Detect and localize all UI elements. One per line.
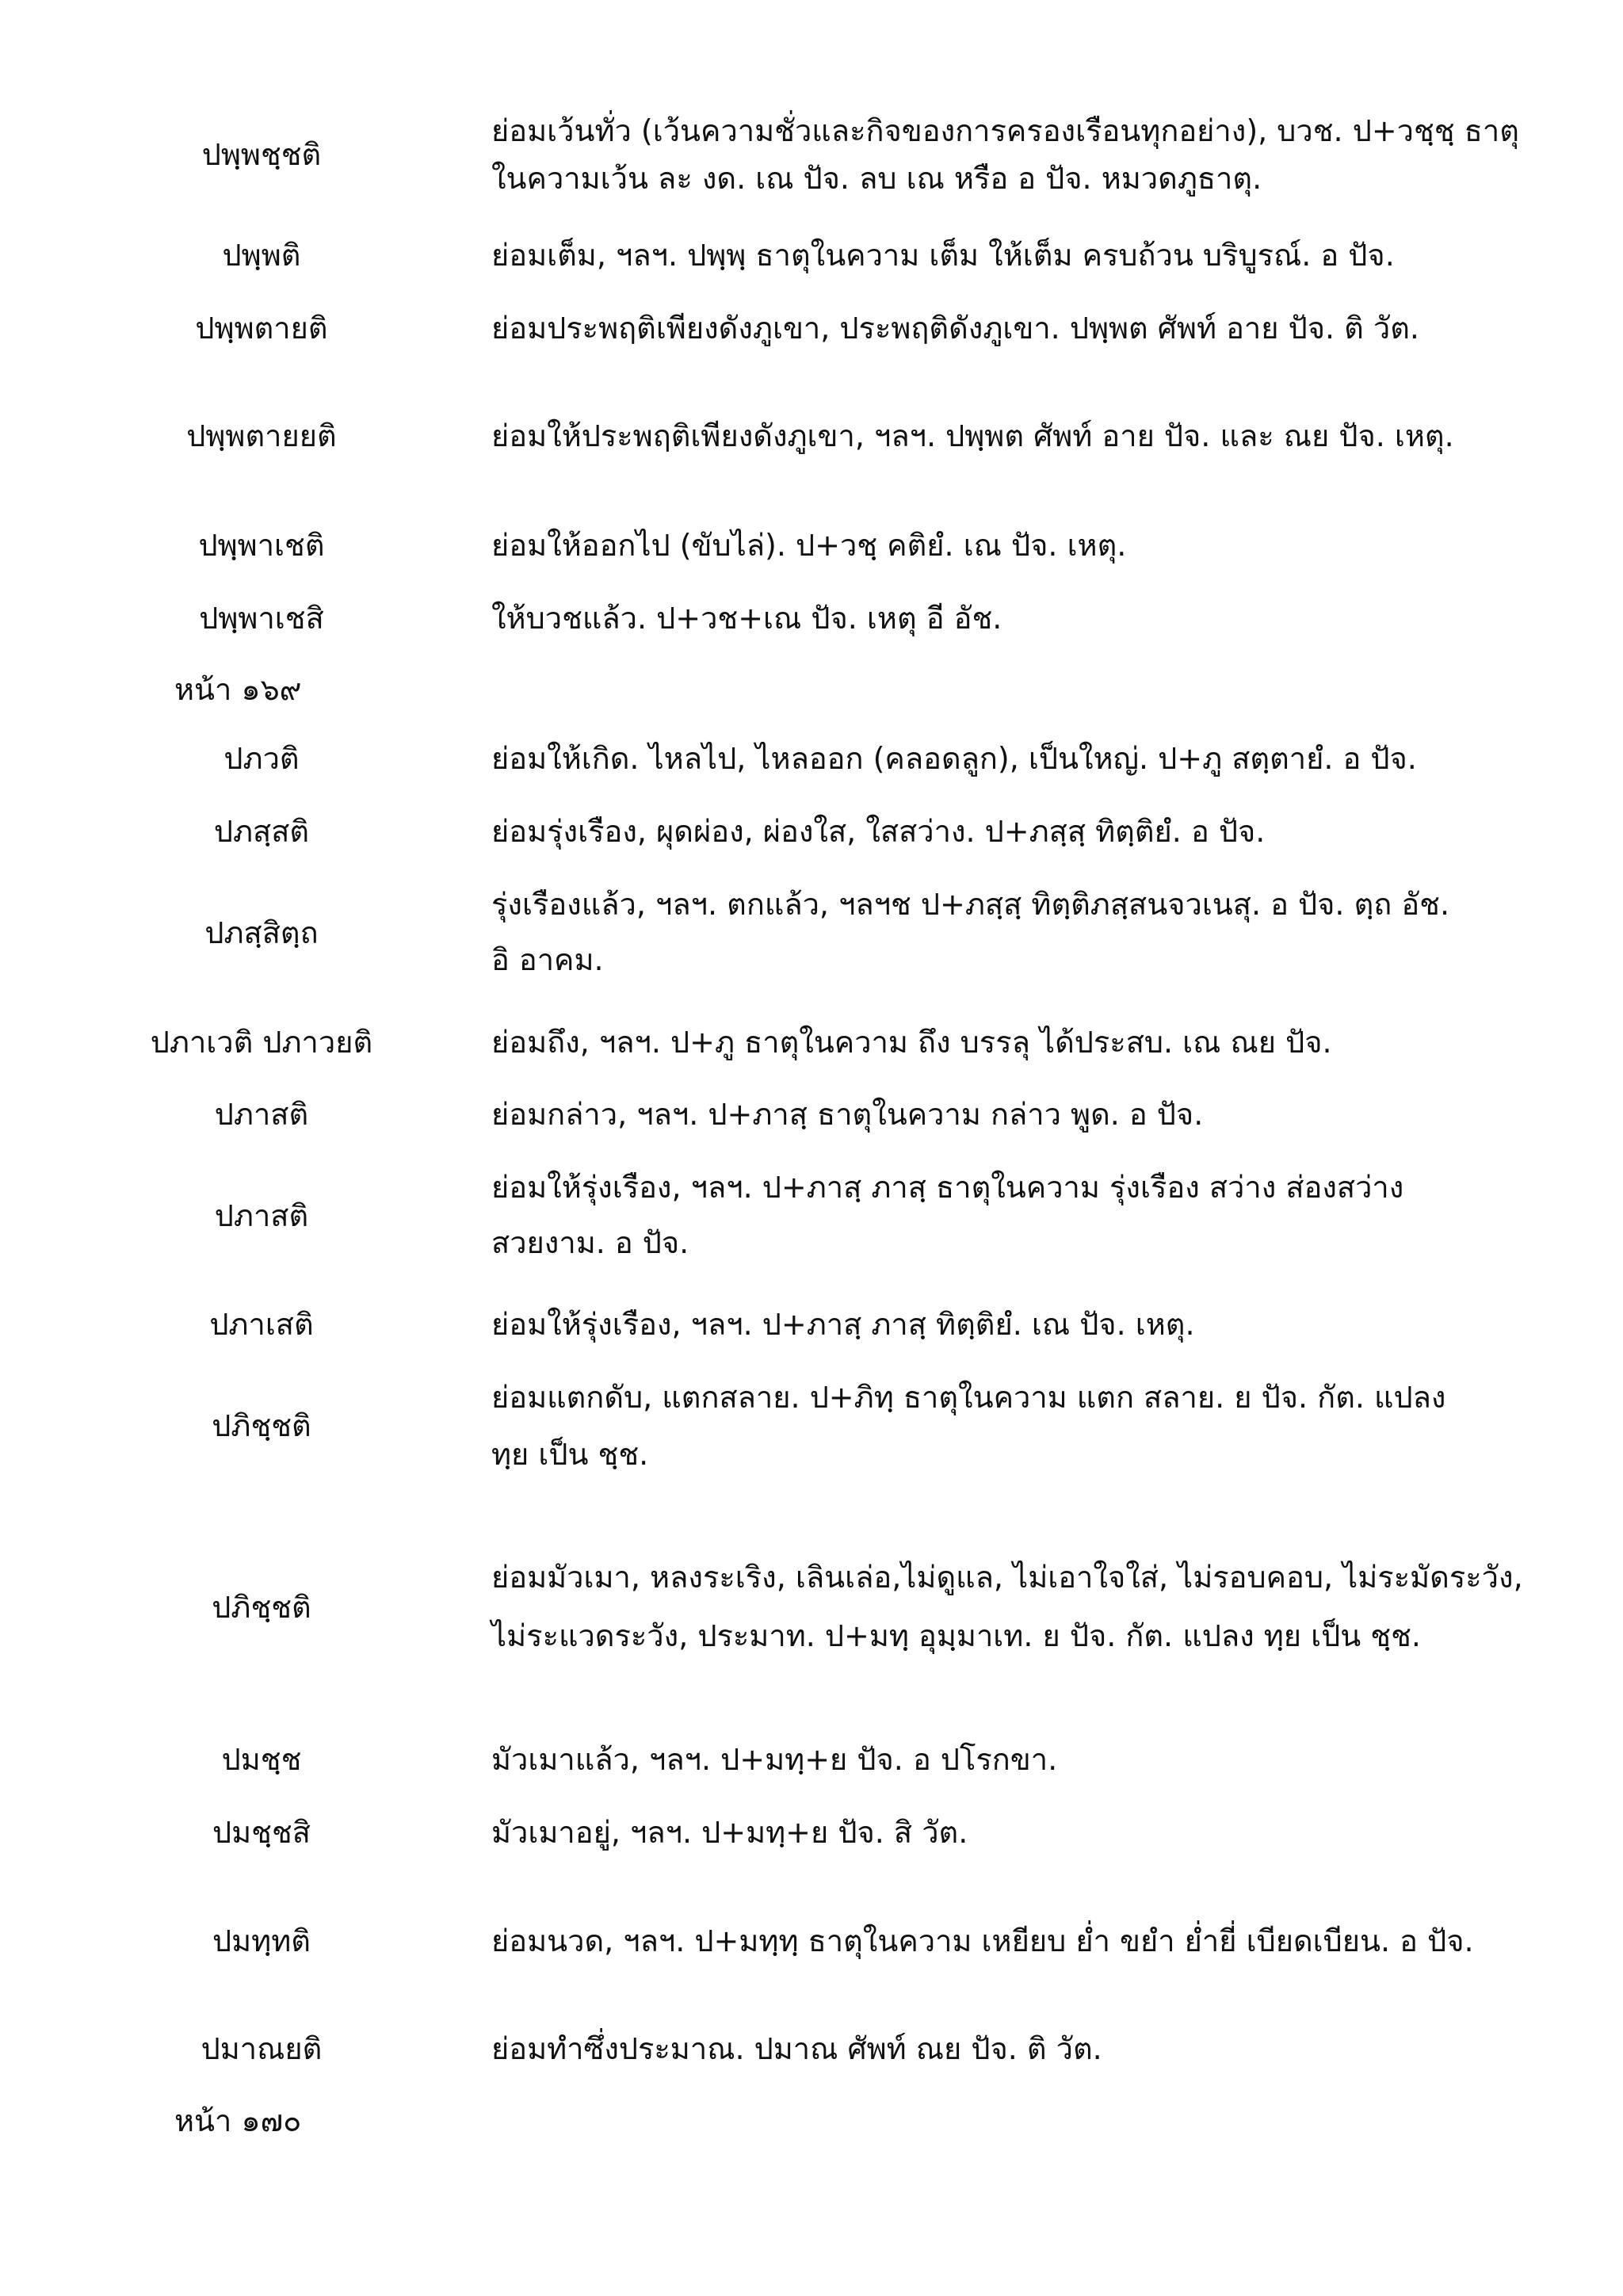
entry-term: ปพฺพติ <box>222 238 301 273</box>
entry-term: ปมาณยติ <box>200 2031 323 2066</box>
entry-term: ปพฺพาเชติ <box>198 528 325 563</box>
definition-line: อิ อาคม. <box>491 942 604 977</box>
page-number-marker: หน้า ๑๗๐ <box>174 2103 302 2138</box>
entry-definition <box>491 808 1577 855</box>
definition-line: ย่อมให้ออกไป (ขับไล่). ป+วชฺ คติยํ. เณ ปัจ. เหตุ. <box>491 528 1127 563</box>
entry-definition <box>491 1736 1577 1783</box>
entry-term: ปพฺพชฺชติ <box>201 137 322 172</box>
entry-term: ปพฺพาเชสิ <box>199 601 324 636</box>
entry-term: ปมชฺชสิ <box>212 1815 311 1850</box>
entry-definition <box>491 231 1577 279</box>
definition-line: ไม่ระแวดระวัง, ประมาท. ป+มทฺ อุมฺมาเท. ย ปัจ. กัต. แปลง ทฺย เป็น ชฺช. <box>491 1618 1421 1653</box>
entry-term: ปพฺพตายยติ <box>186 418 337 453</box>
definition-line: ย่อมมัวเมา, หลงระเริง, เลินเล่อ,ไม่ดูแล, ไม่เอาใจใส่, ไม่รอบคอบ, ไม่ระมัดระวัง, <box>491 1560 1523 1595</box>
entry-definition <box>491 881 1577 984</box>
definition-line: ย่อมนวด, ฯลฯ. ป+มทฺทฺ ธาตุในความ เหยียบ ย่ำ ขยำ ย่ำยี่ เบียดเบียน. อ ปัจ. <box>491 1924 1474 1958</box>
entry-definition <box>491 1018 1577 1066</box>
entry-definition <box>491 1917 1577 1965</box>
definition-line: ย่อมกล่าว, ฯลฯ. ป+ภาสฺ ธาตุในความ กล่าว พูด. อ ปัจ. <box>491 1097 1204 1132</box>
entry-term: ปภสฺสิตฺถ <box>204 915 319 950</box>
definition-line: รุ่งเรืองแล้ว, ฯลฯ. ตกแล้ว, ฯลฯช ป+ภสฺสฺ ทิตฺติภสฺสนจวเนสุ. อ ปัจ. ตฺถ อัช. <box>491 887 1450 922</box>
page-number-marker: หน้า ๑๖๙ <box>174 672 302 707</box>
entry-term: ปภิชฺชติ <box>212 1590 311 1625</box>
entry-term: ปภวติ <box>223 741 300 776</box>
definition-line: ในความเว้น ละ งด. เณ ปัจ. ลบ เณ หรือ อ ปัจ. หมวดภูธาตุ. <box>491 161 1262 196</box>
entry-term: ปพฺพตายติ <box>195 311 328 346</box>
definition-line: ย่อมให้รุ่งเรือง, ฯลฯ. ป+ภาสฺ ภาสฺ ทิตฺติยํ. เณ ปัจ. เหตุ. <box>491 1307 1195 1342</box>
entry-term: ปภิชฺชติ <box>212 1408 311 1443</box>
definition-line: มัวเมาอยู่, ฯลฯ. ป+มทฺ+ย ปัจ. สิ วัต. <box>491 1815 968 1850</box>
entry-definition <box>491 1373 1577 1478</box>
entry-definition <box>491 304 1577 352</box>
definition-line: ย่อมเว้นทั่ว (เว้นความชั่วและกิจของการครองเรือนทุกอย่าง), บวช. ป+วชฺชฺ ธาตุ <box>491 113 1519 148</box>
entry-definition <box>491 1163 1577 1266</box>
entry-term: ปภาเวติ ปภาวยติ <box>150 1025 373 1060</box>
definition-line: ย่อมประพฤติเพียงดังภูเขา, ประพฤติดังภูเขา. ปพฺพต ศัพท์ อาย ปัจ. ติ วัต. <box>491 311 1420 346</box>
entry-term: ปมชฺช <box>221 1742 302 1777</box>
entry-term: ปภาสติ <box>214 1097 309 1132</box>
entry-term: ปภาสติ <box>214 1198 309 1233</box>
entry-definition <box>491 1301 1577 1348</box>
entry-definition <box>491 1091 1577 1138</box>
definition-line: สวยงาม. อ ปัจ. <box>491 1225 689 1260</box>
definition-line: ย่อมถึง, ฯลฯ. ป+ภู ธาตุในความ ถึง บรรลุ ได้ประสบ. เณ ณย ปัจ. <box>491 1025 1332 1060</box>
entry-term: ปภาเสติ <box>209 1307 314 1342</box>
entry-term: ปภสฺสติ <box>213 814 310 849</box>
definition-line: ย่อมรุ่งเรือง, ผุดผ่อง, ผ่องใส, ใสสว่าง. ป+ภสฺสฺ ทิตฺติยํ. อ ปัจ. <box>491 814 1266 849</box>
definition-line: ทฺย เป็น ชฺช. <box>491 1437 649 1472</box>
definition-line: ย่อมเต็ม, ฯลฯ. ปพฺพฺ ธาตุในความ เต็ม ให้เต็ม ครบถ้วน บริบูรณ์. อ ปัจ. <box>491 238 1395 273</box>
definition-line: ให้บวชแล้ว. ป+วช+เณ ปัจ. เหตุ อี อัช. <box>491 601 1002 636</box>
definition-line: มัวเมาแล้ว, ฯลฯ. ป+มทฺ+ย ปัจ. อ ปโรกขา. <box>491 1742 1058 1777</box>
definition-line: ย่อมให้รุ่งเรือง, ฯลฯ. ป+ภาสฺ ภาสฺ ธาตุในความ รุ่งเรือง สว่าง ส่องสว่าง <box>491 1170 1404 1205</box>
definition-line: ย่อมแตกดับ, แตกสลาย. ป+ภิทฺ ธาตุในความ แตก สลาย. ย ปัจ. กัต. แปลง <box>491 1380 1446 1415</box>
definition-line: ย่อมให้เกิด. ไหลไป, ไหลออก (คลอดลูก), เป็นใหญ่. ป+ภู สตฺตายํ. อ ปัจ. <box>491 741 1417 776</box>
entry-definition <box>491 412 1577 460</box>
entry-definition <box>491 107 1577 202</box>
entry-definition <box>491 735 1577 782</box>
entry-definition <box>491 521 1577 569</box>
entry-term: ปมทฺทติ <box>212 1924 311 1958</box>
definition-line: ย่อมทำซึ่งประมาณ. ปมาณ ศัพท์ ณย ปัจ. ติ วัต. <box>491 2031 1102 2066</box>
entry-definition <box>491 1809 1577 1856</box>
entry-definition <box>491 594 1577 642</box>
entry-definition <box>491 2025 1577 2073</box>
definition-line: ย่อมให้ประพฤติเพียงดังภูเขา, ฯลฯ. ปพฺพต ศัพท์ อาย ปัจ. และ ณย ปัจ. เหตุ. <box>491 418 1454 453</box>
entry-definition <box>491 1553 1577 1660</box>
